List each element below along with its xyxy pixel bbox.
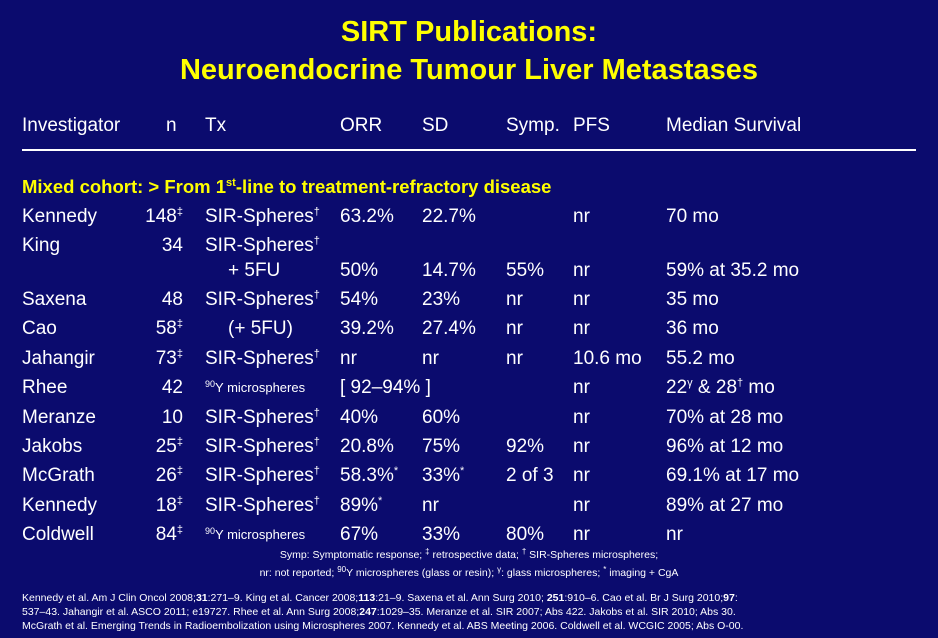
cell-sd: 23%	[422, 289, 461, 310]
cell-sd: 33%*	[422, 465, 465, 486]
cell-orr: 50%	[340, 260, 379, 281]
cell-orr: 89%*	[340, 495, 383, 516]
cell-orr: 20.8%	[340, 436, 394, 457]
cell-n: 10	[161, 407, 183, 428]
cell-n: 34	[161, 235, 183, 256]
slide-title-line1: SIRT Publications:	[340, 16, 598, 48]
cell-sd: 27.4%	[422, 318, 476, 339]
cell-orr: 58.3%*	[340, 465, 399, 486]
col-header-sd: SD	[422, 115, 449, 136]
cell-n: 73‡	[155, 348, 183, 369]
cell-investigator: Kennedy	[22, 206, 98, 227]
cell-sd: nr	[422, 495, 439, 516]
cell-tx: SIR-Spheres†	[205, 289, 320, 310]
cell-n: 48	[161, 289, 183, 310]
col-header-tx: Tx	[205, 115, 227, 136]
col-header-investigator: Investigator	[22, 115, 121, 136]
cell-orr: 54%	[340, 289, 379, 310]
cell-orr: 67%	[340, 524, 379, 545]
table-row	[0, 234, 938, 258]
cell-median-survival: 96% at 12 mo	[666, 436, 784, 457]
cell-investigator: King	[22, 235, 61, 256]
cell-tx: (+ 5FU)	[228, 318, 293, 339]
cell-symp: nr	[506, 289, 523, 310]
cell-investigator: Jakobs	[22, 436, 83, 457]
footnote-line-1: Symp: Symptomatic response; ‡ retrospective data; † SIR-Spheres microspheres;	[279, 547, 659, 561]
table-row	[0, 376, 938, 400]
cell-sd: 14.7%	[422, 260, 476, 281]
reference-line-2: 537–43. Jahangir et al. ASCO 2011; e19727. Rhee et al. Ann Surg 2008;247:1029–35. Meranze et al. SIR 2007; Abs 422. Jakobs et al. SIR 2010; Abs 30.	[22, 606, 736, 618]
cell-pfs: nr	[573, 407, 590, 428]
cell-symp: nr	[506, 348, 523, 369]
table-row	[0, 347, 938, 371]
cell-orr: 40%	[340, 407, 379, 428]
cell-symp: nr	[506, 318, 523, 339]
cell-pfs: nr	[573, 436, 590, 457]
cell-investigator: Rhee	[22, 377, 68, 398]
cell-sd: 22.7%	[422, 206, 476, 227]
cell-median-survival: nr	[666, 524, 683, 545]
col-header-symp: Symp.	[506, 115, 560, 136]
cell-n: 18‡	[155, 495, 183, 516]
table-row	[0, 494, 938, 518]
cell-n: 42	[161, 377, 183, 398]
cell-tx: SIR-Spheres†	[205, 465, 320, 486]
cell-sd: 33%	[422, 524, 461, 545]
table-row	[0, 288, 938, 312]
cell-pfs: nr	[573, 524, 590, 545]
cell-orr: 63.2%	[340, 206, 394, 227]
cell-tx: + 5FU	[228, 260, 281, 281]
cell-n: 148‡	[145, 206, 183, 227]
cell-investigator: Coldwell	[22, 524, 94, 545]
table-row	[0, 523, 938, 547]
cell-tx: SIR-Spheres†	[205, 407, 320, 428]
cell-median-survival: 36 mo	[666, 318, 719, 339]
cell-tx: SIR-Spheres†	[205, 436, 320, 457]
cell-tx: SIR-Spheres†	[205, 235, 320, 256]
cell-symp: 2 of 3	[506, 465, 554, 486]
cell-pfs: nr	[573, 377, 590, 398]
cell-pfs: nr	[573, 289, 590, 310]
cell-investigator: Saxena	[22, 289, 87, 310]
cell-median-survival: 69.1% at 17 mo	[666, 465, 800, 486]
cell-n: 58‡	[155, 318, 183, 339]
cell-pfs: nr	[573, 495, 590, 516]
cohort-heading: Mixed cohort: > From 1st-line to treatment-refractory disease	[22, 176, 552, 197]
col-header-pfs: PFS	[573, 115, 610, 136]
cell-tx: SIR-Spheres†	[205, 348, 320, 369]
cell-investigator: Kennedy	[22, 495, 98, 516]
cell-tx: $^{90}$Y microspheres	[205, 526, 306, 542]
table-row	[0, 435, 938, 459]
col-header-orr: ORR	[340, 115, 383, 136]
cell-pfs: 10.6 mo	[573, 348, 642, 369]
cell-pfs: nr	[573, 465, 590, 486]
cell-median-survival: 70 mo	[666, 206, 719, 227]
footnote-line-2: nr: not reported; $^{90}$Y microspheres (glass or resin); $^\gamma$: glass microspheres; * imaging + CgA	[259, 565, 679, 579]
slide-title-line2: Neuroendocrine Tumour Liver Metastases	[179, 54, 758, 86]
cell-investigator: Jahangir	[22, 348, 95, 369]
cell-investigator: Meranze	[22, 407, 96, 428]
col-header-median-survival: Median Survival	[666, 115, 802, 136]
cell-orr: nr	[340, 348, 357, 369]
cell-pfs: nr	[573, 318, 590, 339]
cell-pfs: nr	[573, 206, 590, 227]
cell-tx: SIR-Spheres†	[205, 495, 320, 516]
cell-median-survival: 35 mo	[666, 289, 719, 310]
cell-sd: nr	[422, 348, 439, 369]
cell-median-survival: 89% at 27 mo	[666, 495, 784, 516]
cell-tx: SIR-Spheres†	[205, 206, 320, 227]
table-row	[0, 464, 938, 488]
cell-median-survival: 59% at 35.2 mo	[666, 260, 800, 281]
cell-symp: 55%	[506, 260, 545, 281]
cell-orr: 39.2%	[340, 318, 394, 339]
table-row	[0, 205, 938, 229]
table-row	[0, 259, 938, 283]
cell-orr: [ 92–94% ]	[340, 377, 431, 398]
cell-sd: 60%	[422, 407, 461, 428]
reference-line-3: McGrath et al. Emerging Trends in Radioembolization using Microspheres 2007. Kennedy et al. ABS Meeting 2006. Coldwell et al. WCGIC 2005; Abs O-00.	[22, 620, 744, 632]
cell-symp: 80%	[506, 524, 545, 545]
cell-symp: 92%	[506, 436, 545, 457]
cell-pfs: nr	[573, 260, 590, 281]
cell-investigator: Cao	[22, 318, 57, 339]
cell-tx: $^{90}$Y microspheres	[205, 379, 306, 395]
cell-median-survival: $22^\gamma$ & 28† mo	[666, 377, 775, 398]
cell-median-survival: 70% at 28 mo	[666, 407, 784, 428]
cell-investigator: McGrath	[22, 465, 95, 486]
cell-median-survival: 55.2 mo	[666, 348, 735, 369]
table-row	[0, 406, 938, 430]
header-divider	[22, 149, 916, 151]
table-row	[0, 317, 938, 341]
col-header-n: n	[166, 115, 177, 136]
cell-n: 25‡	[155, 436, 183, 457]
reference-line-1: Kennedy et al. Am J Clin Oncol 2008;31:271–9. King et al. Cancer 2008;113:21–9. Saxena et al. Ann Surg 2010; 251:910–6. Cao et al. Br J Surg 2010;97:	[22, 592, 738, 604]
cell-n: 84‡	[155, 524, 183, 545]
cell-sd: 75%	[422, 436, 461, 457]
cell-n: 26‡	[155, 465, 183, 486]
